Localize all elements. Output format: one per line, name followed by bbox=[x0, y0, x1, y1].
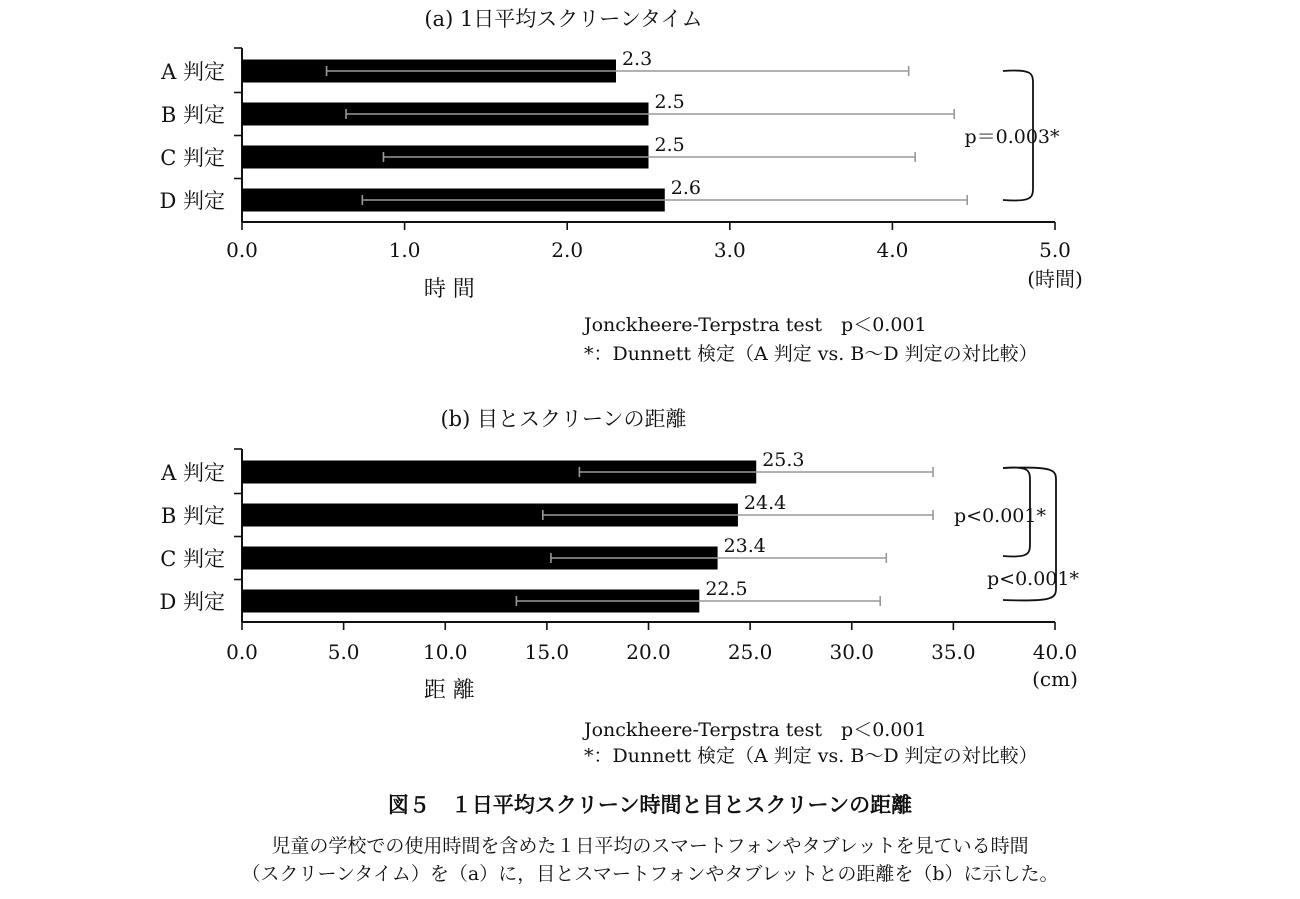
x-tick-label: 30.0 bbox=[829, 640, 875, 664]
x-tick-label: 40.0 bbox=[1032, 640, 1078, 664]
chart-panel-a bbox=[159, 7, 1082, 365]
category-label: B 判定 bbox=[160, 103, 225, 127]
chart-title: (a) 1日平均スクリーンタイム bbox=[424, 7, 703, 31]
chart-note: Jonckheere-Terpstra test p＜0.001 bbox=[584, 719, 927, 741]
x-tick-label: 5.0 bbox=[327, 640, 360, 664]
data-label: 2.5 bbox=[654, 91, 685, 113]
significance-label: p＝0.003* bbox=[964, 126, 1060, 148]
x-tick-label: 10.0 bbox=[422, 640, 468, 664]
category-label: A 判定 bbox=[161, 461, 225, 485]
x-tick-label: 20.0 bbox=[626, 640, 671, 664]
category-label: C 判定 bbox=[160, 146, 225, 170]
figure-caption-line: 児童の学校での使用時間を含めた１日平均のスマートフォンやタブレットを見ている時間 bbox=[271, 835, 1029, 857]
significance-label: p<0.001* bbox=[954, 505, 1046, 527]
category-label: C 判定 bbox=[160, 547, 225, 571]
x-tick-label: 25.0 bbox=[727, 640, 773, 664]
chart-note: *：Dunnett 検定（A 判定 vs. B～D 判定の対比較） bbox=[584, 745, 1038, 767]
x-tick-label: 1.0 bbox=[388, 238, 421, 262]
x-tick-label: 5.0 bbox=[1039, 238, 1071, 262]
x-axis-unit: (時間) bbox=[1027, 267, 1083, 291]
x-tick-label: 0.0 bbox=[226, 640, 258, 664]
category-label: B 判定 bbox=[160, 504, 225, 528]
data-label: 23.4 bbox=[723, 535, 766, 557]
chart-note: Jonckheere-Terpstra test p＜0.001 bbox=[584, 314, 927, 336]
x-tick-label: 0.0 bbox=[226, 238, 258, 262]
data-label: 24.4 bbox=[743, 492, 787, 514]
x-tick-label: 4.0 bbox=[876, 238, 909, 262]
data-label: 2.6 bbox=[670, 177, 701, 199]
figure-caption-title: 図５ １日平均スクリーン時間と目とスクリーンの距離 bbox=[387, 793, 913, 817]
significance-label: p<0.001* bbox=[987, 568, 1079, 590]
x-axis-unit: (cm) bbox=[1032, 667, 1078, 691]
data-label: 22.5 bbox=[705, 578, 748, 600]
category-label: D 判定 bbox=[159, 189, 225, 213]
x-axis-title: 時 間 bbox=[423, 277, 475, 302]
chart-title: (b) 目とスクリーンの距離 bbox=[440, 407, 687, 431]
category-label: D 判定 bbox=[159, 590, 225, 614]
figure-caption-line: （スクリーンタイム）を（a）に，目とスマートフォンやタブレットとの距離を（b）に示した。 bbox=[241, 863, 1059, 885]
chart-note: *：Dunnett 検定（A 判定 vs. B～D 判定の対比較） bbox=[584, 343, 1038, 365]
data-label: 25.3 bbox=[762, 449, 805, 471]
chart-panel-b bbox=[159, 407, 1079, 767]
x-tick-label: 2.0 bbox=[551, 238, 584, 262]
x-tick-label: 35.0 bbox=[931, 640, 976, 664]
x-axis-title: 距 離 bbox=[423, 678, 475, 703]
x-tick-label: 15.0 bbox=[524, 640, 570, 664]
data-label: 2.5 bbox=[654, 134, 685, 156]
category-label: A 判定 bbox=[161, 60, 225, 84]
x-tick-label: 3.0 bbox=[713, 238, 746, 262]
data-label: 2.3 bbox=[621, 48, 653, 70]
